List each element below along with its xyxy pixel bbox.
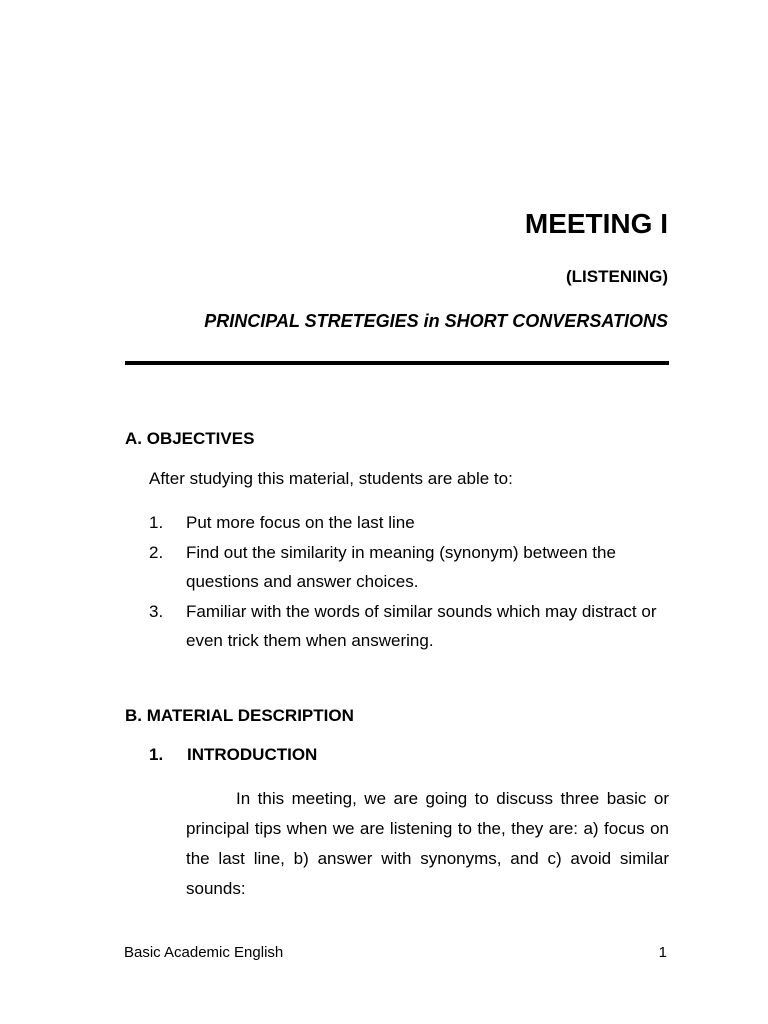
- list-item: [149, 597, 669, 656]
- subsection-heading: [149, 744, 317, 766]
- page-number: 1: [658, 944, 667, 961]
- introduction-paragraph: In this meeting, we are going to discuss three basic or principal tips when we are listening to the, they are: a) focus on the last line, b) answer with synonyms, and c) avoid similar sounds:: [186, 789, 669, 898]
- section-heading-objectives: A. OBJECTIVES: [125, 429, 255, 448]
- title-divider: [125, 361, 669, 365]
- list-item-number: 1.: [149, 513, 164, 532]
- list-item-text: Familiar with the words of similar sounds which may distract or even trick them when answering.: [186, 601, 657, 650]
- list-item-text: Put more focus on the last line: [186, 513, 415, 532]
- section-heading-material: B. MATERIAL DESCRIPTION: [125, 706, 354, 725]
- list-item-number: 2.: [149, 542, 164, 562]
- list-item: [149, 508, 669, 538]
- objectives-intro: After studying this material, students are able to:: [149, 469, 513, 488]
- page-title: MEETING I: [524, 208, 668, 239]
- list-item-number: 3.: [149, 601, 164, 621]
- subsection-number: 1.: [149, 745, 164, 764]
- page-subtitle: (LISTENING): [566, 267, 668, 286]
- objectives-list: [149, 508, 669, 656]
- page-heading: PRINCIPAL STRETEGIES in SHORT CONVERSATIONS: [204, 311, 668, 331]
- footer-title: Basic Academic English: [124, 944, 284, 961]
- subsection-title: INTRODUCTION: [187, 745, 318, 764]
- list-item: [149, 538, 669, 597]
- list-item-text: Find out the similarity in meaning (synonym) between the questions and answer choices.: [186, 542, 616, 591]
